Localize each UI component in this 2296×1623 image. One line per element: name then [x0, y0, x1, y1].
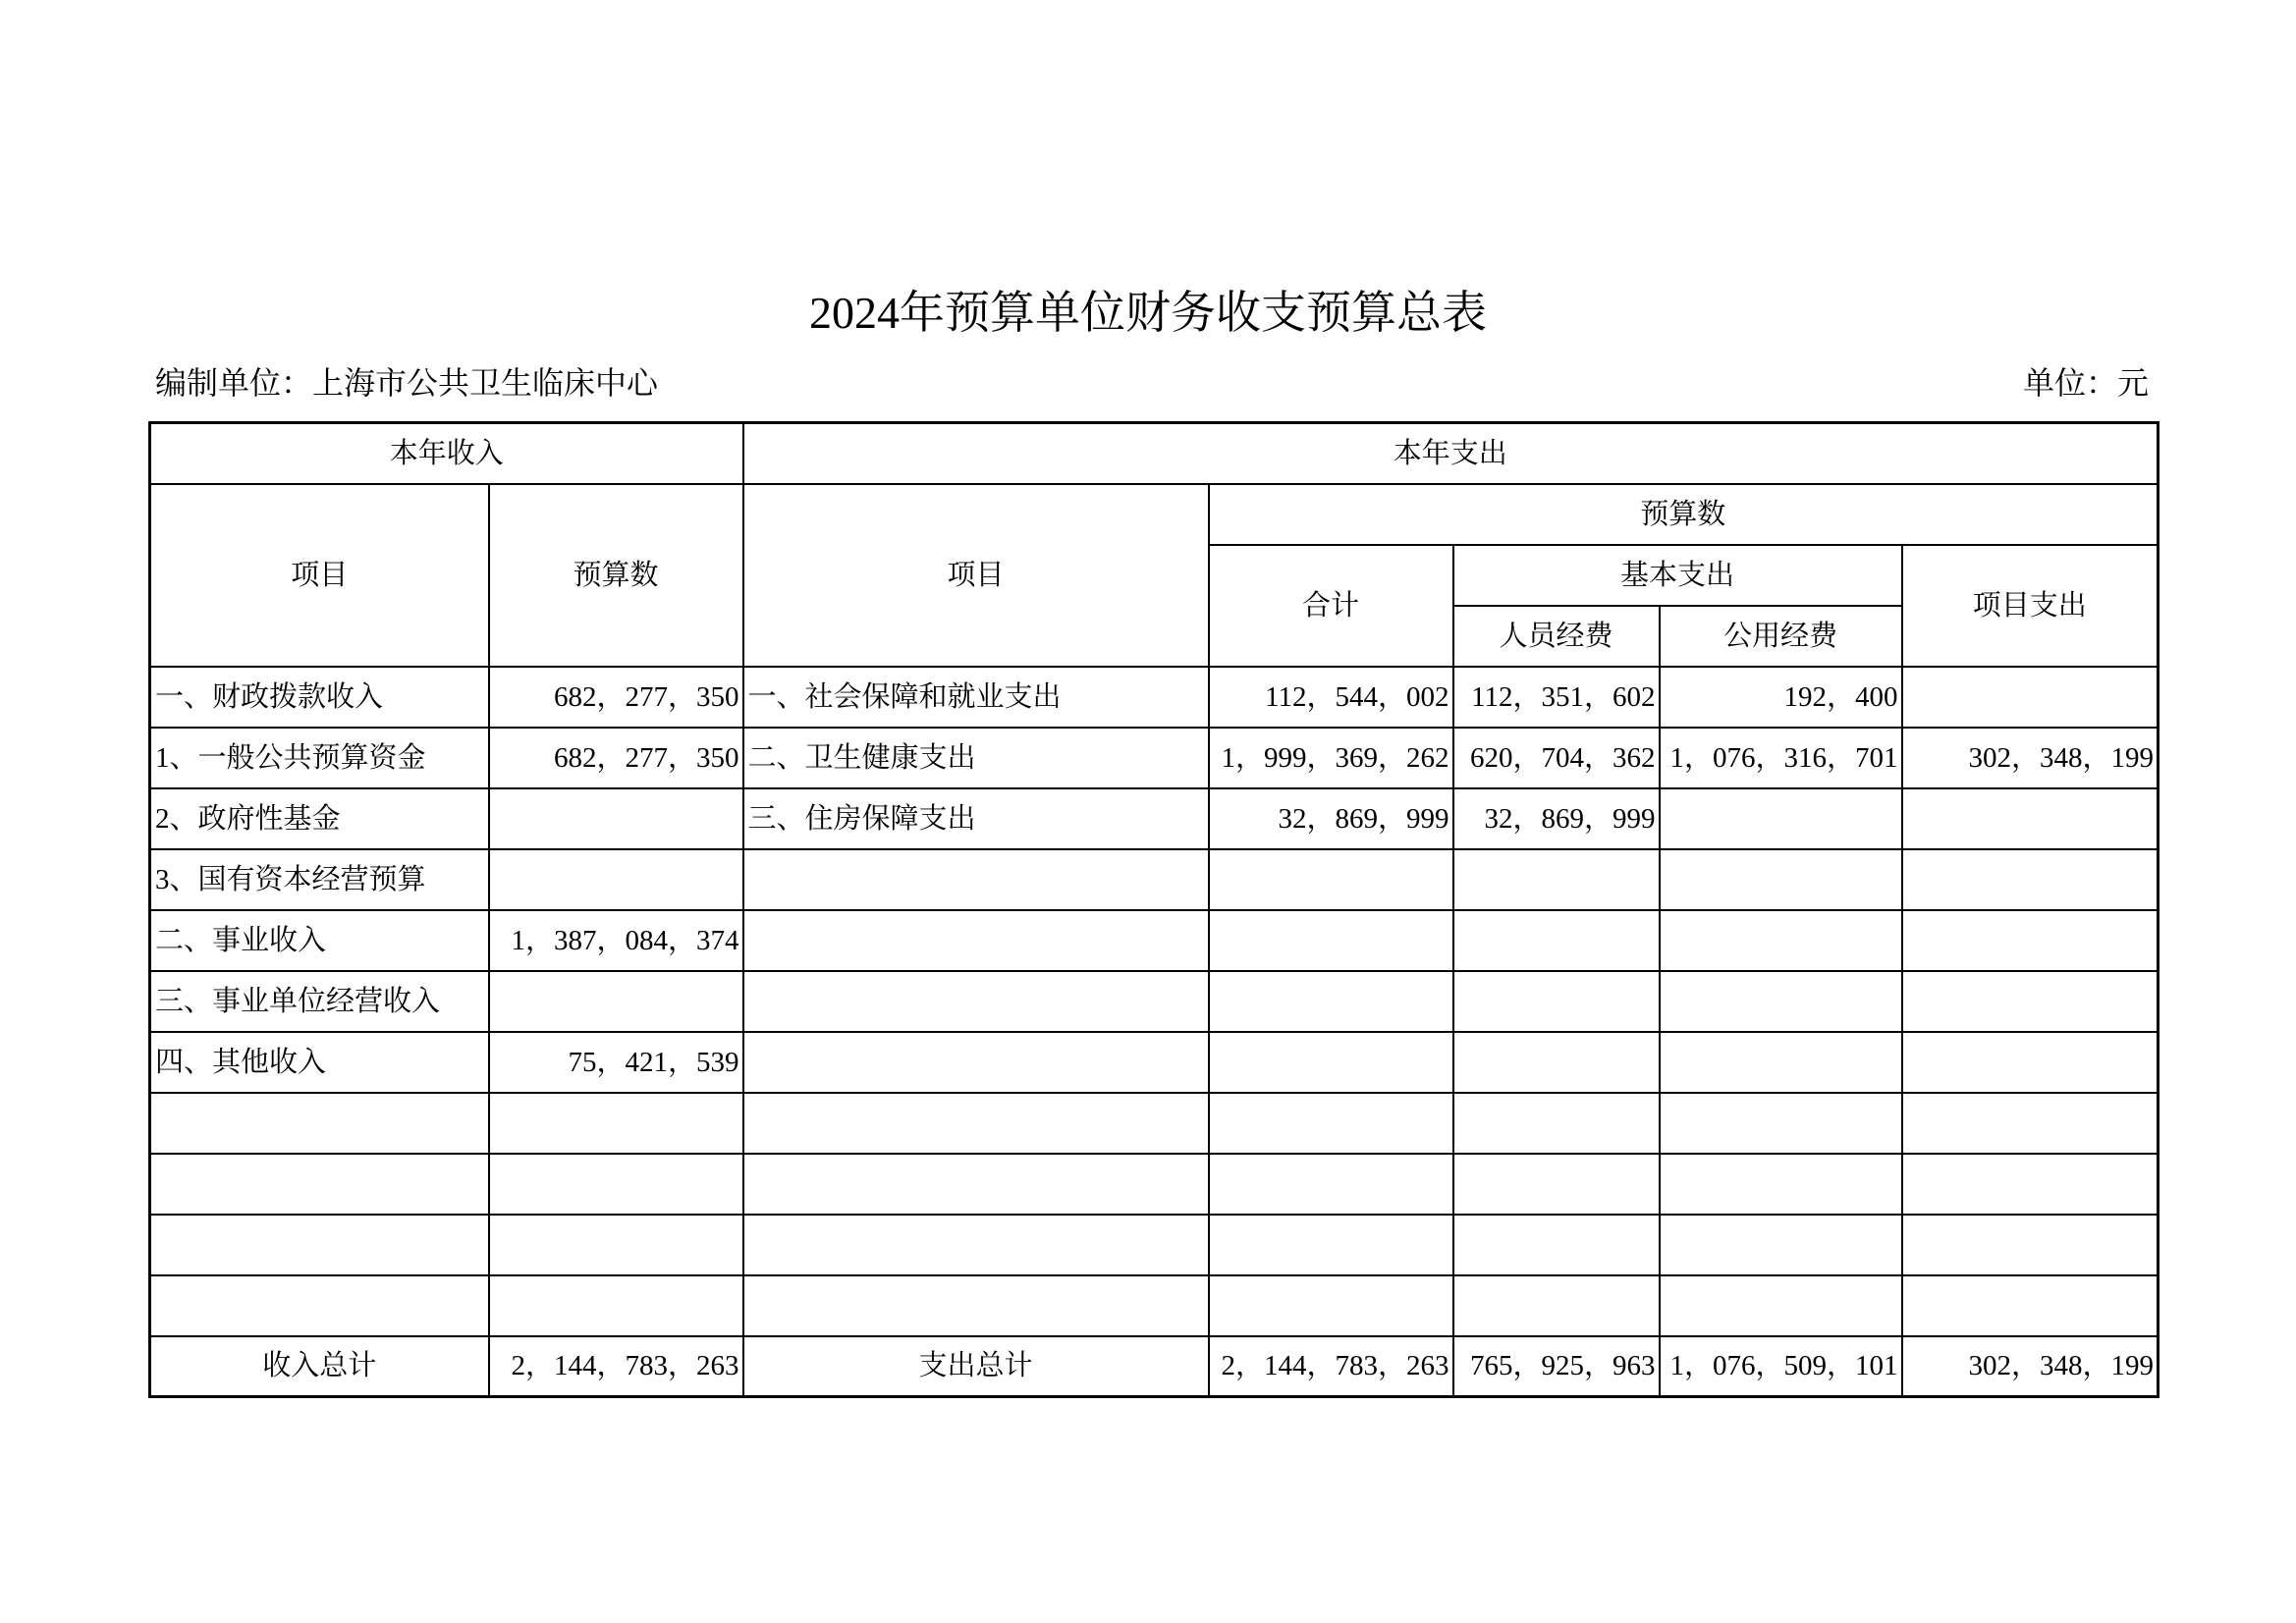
expense-item-cell: 一、社会保障和就业支出 [743, 667, 1209, 728]
table-row [150, 1275, 2159, 1336]
personnel-expense-header: 人员经费 [1453, 606, 1660, 667]
personnel-expense-cell [1453, 1215, 1660, 1275]
public-expense-cell: 192，400 [1660, 667, 1902, 728]
income-budget-cell: 75，421，539 [489, 1032, 743, 1093]
expense-budget-header: 预算数 [1209, 484, 2159, 545]
totals-row [150, 1336, 2159, 1397]
expense-item-cell [743, 910, 1209, 971]
header-row-budget [150, 484, 2159, 545]
table-row [150, 1093, 2159, 1154]
income-item-cell: 三、事业单位经营收入 [150, 971, 489, 1032]
income-budget-cell [489, 1093, 743, 1154]
income-budget-cell: 682，277，350 [489, 728, 743, 788]
total-header: 合计 [1209, 545, 1453, 667]
expense-item-cell [743, 971, 1209, 1032]
public-expense-cell [1660, 849, 1902, 910]
public-expense-cell [1660, 910, 1902, 971]
public-expense-cell [1660, 971, 1902, 1032]
income-budget-cell [489, 1154, 743, 1215]
expense-item-cell [743, 1093, 1209, 1154]
table-header [150, 423, 2159, 667]
header-row-groups [150, 423, 2159, 484]
expense-item-cell: 三、住房保障支出 [743, 788, 1209, 849]
expense-item-cell [743, 849, 1209, 910]
basic-expense-header: 基本支出 [1453, 545, 1902, 606]
income-budget-cell [489, 1215, 743, 1275]
public-expense-total: 1，076，509，101 [1660, 1336, 1902, 1397]
expense-total-cell [1209, 1215, 1453, 1275]
page-title: 2024年预算单位财务收支预算总表 [809, 288, 1487, 338]
income-budget-cell [489, 788, 743, 849]
expense-total-cell [1209, 1275, 1453, 1336]
table-row [150, 849, 2159, 910]
table-row [150, 788, 2159, 849]
expense-total-cell [1209, 1154, 1453, 1215]
public-expense-cell: 1，076，316，701 [1660, 728, 1902, 788]
project-expense-cell [1902, 788, 2159, 849]
expense-total-cell [1209, 971, 1453, 1032]
project-expense-cell [1902, 1154, 2159, 1215]
project-expense-cell [1902, 1275, 2159, 1336]
income-budget-cell [489, 1275, 743, 1336]
budget-summary-table [148, 421, 2159, 1398]
table-row [150, 728, 2159, 788]
personnel-expense-cell: 112，351，602 [1453, 667, 1660, 728]
project-expense-header: 项目支出 [1902, 545, 2159, 667]
income-item-cell [150, 1275, 489, 1336]
table-row [150, 667, 2159, 728]
income-item-cell [150, 1093, 489, 1154]
income-item-cell: 四、其他收入 [150, 1032, 489, 1093]
income-item-cell: 一、财政拨款收入 [150, 667, 489, 728]
project-expense-total: 302，348，199 [1902, 1336, 2159, 1397]
public-expense-header: 公用经费 [1660, 606, 1902, 667]
personnel-expense-cell [1453, 849, 1660, 910]
personnel-expense-cell [1453, 1032, 1660, 1093]
public-expense-cell [1660, 1215, 1902, 1275]
income-budget-header: 预算数 [489, 484, 743, 667]
expense-total-cell [1209, 1093, 1453, 1154]
expense-item-cell [743, 1275, 1209, 1336]
unit-label: 单位：元 [2022, 365, 2149, 401]
expense-group-header: 本年支出 [743, 423, 2159, 484]
table-row [150, 971, 2159, 1032]
project-expense-cell [1902, 971, 2159, 1032]
table-footer [150, 1336, 2159, 1397]
expense-total-cell [1209, 910, 1453, 971]
income-budget-cell [489, 849, 743, 910]
expense-item-cell: 二、卫生健康支出 [743, 728, 1209, 788]
public-expense-cell [1660, 1275, 1902, 1336]
income-item-header: 项目 [150, 484, 489, 667]
table-row [150, 1215, 2159, 1275]
expense-total-cell: 112，544，002 [1209, 667, 1453, 728]
personnel-expense-cell: 620，704，362 [1453, 728, 1660, 788]
personnel-expense-cell [1453, 1154, 1660, 1215]
income-total-value: 2，144，783，263 [489, 1336, 743, 1397]
income-item-cell [150, 1215, 489, 1275]
project-expense-cell [1902, 667, 2159, 728]
personnel-expense-cell [1453, 1275, 1660, 1336]
compiler-label: 编制单位：上海市公共卫生临床中心 [155, 365, 659, 401]
income-budget-cell: 1，387，084，374 [489, 910, 743, 971]
project-expense-cell [1902, 1032, 2159, 1093]
income-budget-cell [489, 971, 743, 1032]
income-item-cell: 1、一般公共预算资金 [150, 728, 489, 788]
income-item-cell [150, 1154, 489, 1215]
expense-total-cell: 32，869，999 [1209, 788, 1453, 849]
income-item-cell: 二、事业收入 [150, 910, 489, 971]
expense-total-cell: 1，999，369，262 [1209, 728, 1453, 788]
personnel-expense-cell [1453, 971, 1660, 1032]
public-expense-cell [1660, 1032, 1902, 1093]
personnel-expense-cell [1453, 1093, 1660, 1154]
expense-item-cell [743, 1032, 1209, 1093]
income-total-label: 收入总计 [150, 1336, 489, 1397]
table-row [150, 1032, 2159, 1093]
income-budget-cell: 682，277，350 [489, 667, 743, 728]
table-row [150, 910, 2159, 971]
expense-total-value: 2，144，783，263 [1209, 1336, 1453, 1397]
project-expense-cell [1902, 1093, 2159, 1154]
expense-item-header: 项目 [743, 484, 1209, 667]
table-row [150, 1154, 2159, 1215]
public-expense-cell [1660, 1154, 1902, 1215]
expense-total-cell [1209, 849, 1453, 910]
project-expense-cell [1902, 910, 2159, 971]
expense-item-cell [743, 1215, 1209, 1275]
expense-total-cell [1209, 1032, 1453, 1093]
personnel-expense-cell: 32，869，999 [1453, 788, 1660, 849]
expense-item-cell [743, 1154, 1209, 1215]
table-body [150, 667, 2159, 1336]
public-expense-cell [1660, 788, 1902, 849]
public-expense-cell [1660, 1093, 1902, 1154]
expense-total-label: 支出总计 [743, 1336, 1209, 1397]
income-item-cell: 3、国有资本经营预算 [150, 849, 489, 910]
personnel-expense-total: 765，925，963 [1453, 1336, 1660, 1397]
project-expense-cell: 302，348，199 [1902, 728, 2159, 788]
project-expense-cell [1902, 1215, 2159, 1275]
income-item-cell: 2、政府性基金 [150, 788, 489, 849]
income-group-header: 本年收入 [150, 423, 743, 484]
project-expense-cell [1902, 849, 2159, 910]
personnel-expense-cell [1453, 910, 1660, 971]
